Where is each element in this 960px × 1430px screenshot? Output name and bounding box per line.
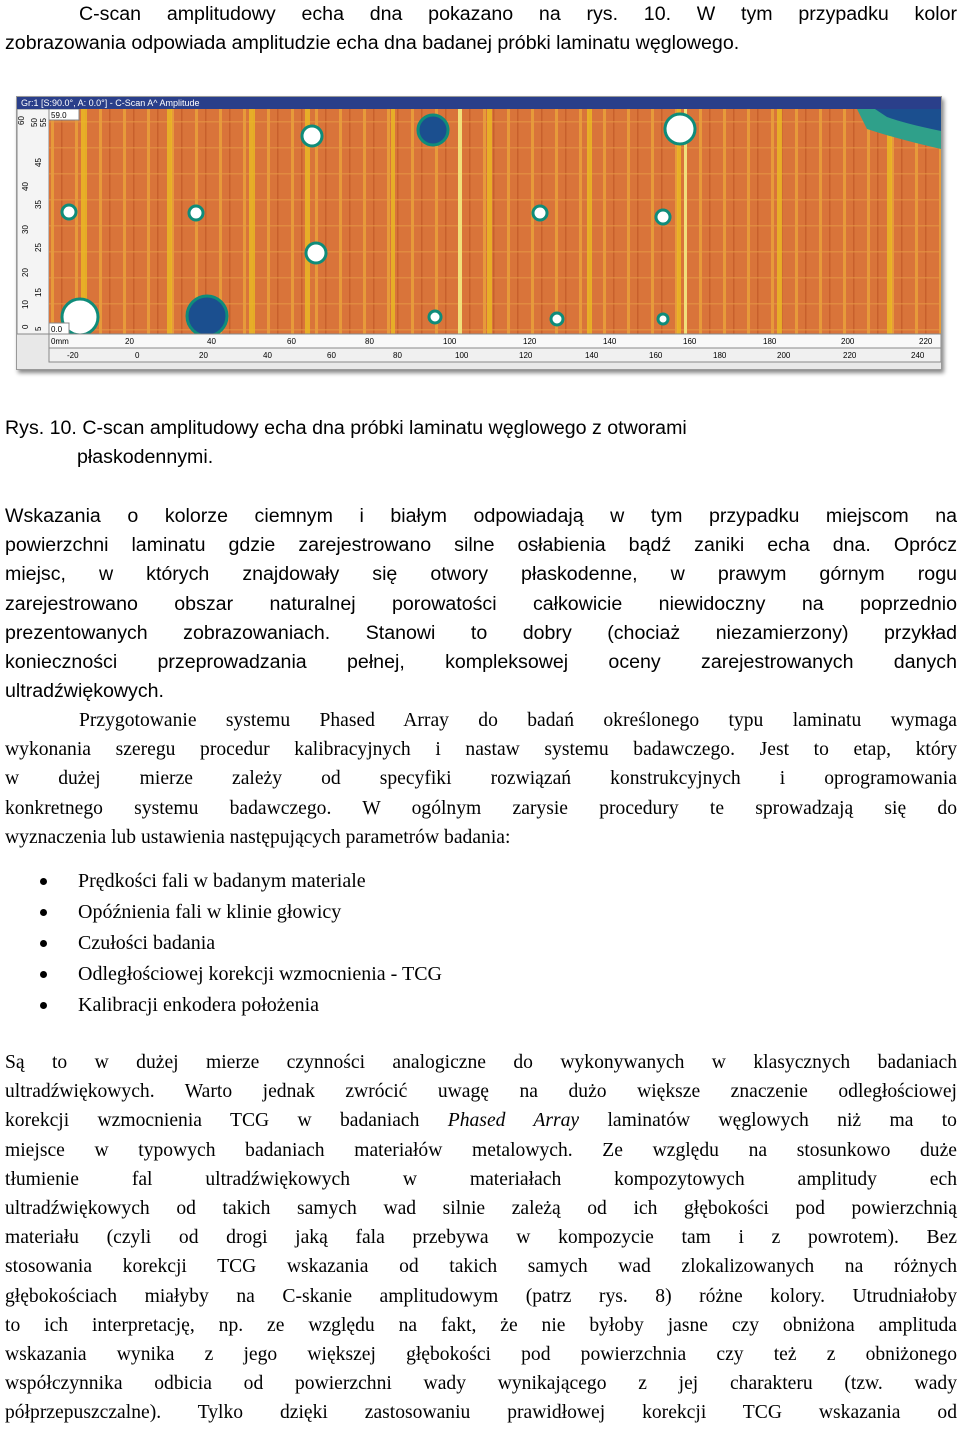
text-line: współczynnika odbicia od powierzchni wady wynikającego z jej charakteru (tzw. wady bbox=[5, 1373, 957, 1395]
svg-text:200: 200 bbox=[777, 351, 791, 360]
text-line: w dużej mierze zależy od specyfiki rozwiązań konstrukcyjnych i oprogramowania bbox=[5, 768, 957, 790]
intro-paragraph bbox=[5, 0, 957, 58]
svg-text:60: 60 bbox=[327, 351, 336, 360]
ruler-label: 5 bbox=[34, 326, 43, 331]
ruler-label: 30 bbox=[21, 225, 30, 234]
text-line: konkretnego systemu badawczego. W ogólnym zarysie procedury te sprowadzają się do bbox=[5, 797, 957, 819]
svg-text:40: 40 bbox=[207, 337, 216, 346]
text-line: tłumienie fal ultradźwiękowych w materiałach kompozytowych amplitudy ech bbox=[5, 1168, 957, 1190]
svg-text:100: 100 bbox=[455, 351, 469, 360]
ruler-label: 50 bbox=[30, 118, 39, 127]
svg-text:80: 80 bbox=[393, 351, 402, 360]
hole-marker bbox=[533, 206, 547, 220]
svg-text:160: 160 bbox=[683, 337, 697, 346]
list-item: Kalibracji enkodera położenia bbox=[40, 990, 442, 1021]
text-line: Wskazania o kolorze ciemnym i białym odpowiadają w tym przypadku miejscom na bbox=[5, 505, 957, 527]
svg-text:100: 100 bbox=[443, 337, 457, 346]
text-line: zarejestrowano obszar naturalnej porowatości całkowicie niewidoczny na poprzednio bbox=[5, 592, 957, 615]
hole-marker bbox=[306, 243, 326, 263]
ruler-label: 10 bbox=[21, 300, 30, 309]
svg-text:140: 140 bbox=[603, 337, 617, 346]
bottom-ruler-top bbox=[49, 334, 941, 348]
svg-text:0mm: 0mm bbox=[51, 337, 69, 346]
svg-text:240: 240 bbox=[911, 351, 925, 360]
value-top: 59.0 bbox=[51, 111, 67, 120]
hole-marker bbox=[656, 210, 670, 224]
list-item: Odległościowej korekcji wzmocnienia - TCG bbox=[40, 959, 442, 990]
text-line: stosowania korekcji TCG wskazania od takich samych wad zlokalizowanych na różnych bbox=[5, 1256, 957, 1278]
text-line: ultradźwiękowych. Warto jednak zwrócić uwagę na dużo większe znaczenie odległościowej bbox=[5, 1081, 957, 1103]
cscan-image bbox=[17, 109, 941, 369]
italic-term: Phased Array bbox=[447, 1110, 580, 1132]
intro-line: zobrazowania odpowiada amplitudzie echa dna badanej próbki laminatu węglowego. bbox=[5, 32, 740, 55]
text-line bbox=[5, 1106, 957, 1135]
text-line: wskazania wynika z jego większej głębokości pod powierzchnia czy też z obniżonego bbox=[5, 1344, 957, 1366]
ruler-label: 40 bbox=[21, 182, 30, 191]
svg-text:220: 220 bbox=[919, 337, 933, 346]
text-segment: korekcji wzmocnienia TCG w badaniach bbox=[5, 1110, 448, 1132]
figure-title: Gr:1 [S:90.0°, A: 0.0°] - C-Scan A^ Amplitude bbox=[17, 97, 941, 109]
text-line: powierzchni laminatu gdzie zarejestrowano silne osłabienia bądź zaniki echa dna. Oprócz bbox=[5, 534, 957, 557]
text-line: Przygotowanie systemu Phased Array do badań określonego typu laminatu wymaga bbox=[79, 710, 957, 731]
text-line: ultradźwiękowych. bbox=[5, 680, 164, 703]
text-line: miejsce w typowych badaniach materiałów metalowych. Ze względu na stosunkowo duże bbox=[5, 1139, 957, 1161]
text-segment: laminatów węglowych niż ma to bbox=[579, 1110, 957, 1132]
svg-text:80: 80 bbox=[365, 337, 374, 346]
paragraph-2 bbox=[5, 706, 957, 852]
text-line: miejsc, w których znajdowały się otwory płaskodenne, w prawym górnym rogu bbox=[5, 563, 957, 586]
svg-text:0: 0 bbox=[135, 351, 140, 360]
ruler-label: 35 bbox=[34, 200, 43, 209]
text-line: ultradźwiękowych od takich samych wad silnie zależą od ich głębokości pod powierzchnią bbox=[5, 1198, 957, 1220]
text-line: prezentowanych zobrazowaniach. Stanowi to dobry (chociaż niezamierzony) przykład bbox=[5, 621, 957, 644]
cscan-figure bbox=[16, 96, 942, 370]
text-line: wyznaczenia lub ustawienia następujących parametrów badania: bbox=[5, 826, 511, 848]
svg-text:160: 160 bbox=[649, 351, 663, 360]
svg-text:40: 40 bbox=[263, 351, 272, 360]
list-item: Czułości badania bbox=[40, 928, 442, 959]
text-line: półprzepuszczalne). Tylko dzięki zastosowaniu prawidłowej korekcji TCG wskazania od bbox=[5, 1402, 957, 1424]
svg-text:120: 120 bbox=[523, 337, 537, 346]
svg-text:180: 180 bbox=[763, 337, 777, 346]
svg-text:20: 20 bbox=[199, 351, 208, 360]
text-line: Są to w dużej mierze czynności analogiczne do wykonywanych w klasycznych badaniach bbox=[5, 1052, 957, 1073]
svg-text:120: 120 bbox=[519, 351, 533, 360]
ruler-label: 0 bbox=[21, 324, 30, 329]
ruler-label: 25 bbox=[34, 243, 43, 252]
svg-text:220: 220 bbox=[843, 351, 857, 360]
value-bottom: 0.0 bbox=[51, 325, 63, 334]
ruler-label: 45 bbox=[34, 158, 43, 167]
svg-text:-20: -20 bbox=[67, 351, 79, 360]
caption-line: płaskodennymi. bbox=[77, 446, 214, 468]
hole-marker bbox=[62, 205, 76, 219]
svg-text:20: 20 bbox=[125, 337, 134, 346]
hole-marker bbox=[187, 296, 227, 336]
ruler-label: 20 bbox=[21, 268, 30, 277]
bottom-ruler-bottom bbox=[49, 348, 941, 362]
caption-line: Rys. 10. C-scan amplitudowy echa dna próbki laminatu węglowego z otworami bbox=[5, 417, 687, 439]
text-line: to ich interpretację, np. ze względu na fakt, że nie byłoby jasne czy obniżona amplituda bbox=[5, 1314, 957, 1336]
svg-text:180: 180 bbox=[713, 351, 727, 360]
text-line: materiału (czyli od drogi jaką fala przebywa w kompozycie tam i z powrotem). Bez bbox=[5, 1227, 957, 1249]
hole-marker bbox=[429, 311, 441, 323]
hole-marker bbox=[551, 313, 563, 325]
svg-text:140: 140 bbox=[585, 351, 599, 360]
list-item: Prędkości fali w badanym materiale bbox=[40, 866, 442, 897]
hole-marker bbox=[665, 114, 695, 144]
figure-caption bbox=[5, 414, 825, 472]
hole-marker bbox=[418, 115, 448, 145]
parameter-list bbox=[40, 866, 442, 1021]
hole-marker bbox=[189, 206, 203, 220]
hole-marker bbox=[302, 126, 322, 146]
text-line: wykonania szeregu procedur kalibracyjnych i nastaw systemu badawczego. Jest to etap, który bbox=[5, 739, 957, 761]
ruler-label: 55 bbox=[39, 118, 48, 127]
ruler-label: 60 bbox=[17, 116, 26, 125]
list-item: Opóźnienia fali w klinie głowicy bbox=[40, 897, 442, 928]
svg-text:60: 60 bbox=[287, 337, 296, 346]
text-line: głębokościach miałyby na C-skanie amplitudowym (patrz rys. 8) różne kolory. Utrudniałoby bbox=[5, 1285, 957, 1307]
intro-line: C-scan amplitudowy echa dna pokazano na rys. 10. W tym przypadku kolor bbox=[79, 3, 957, 25]
ruler-label: 15 bbox=[34, 288, 43, 297]
hole-marker bbox=[658, 314, 668, 324]
svg-text:200: 200 bbox=[841, 337, 855, 346]
paragraph-1 bbox=[5, 502, 957, 706]
text-line: konieczności przeprowadzania pełnej, kompleksowej oceny zarejestrowanych danych bbox=[5, 651, 957, 674]
paragraph-3 bbox=[5, 1048, 957, 1428]
